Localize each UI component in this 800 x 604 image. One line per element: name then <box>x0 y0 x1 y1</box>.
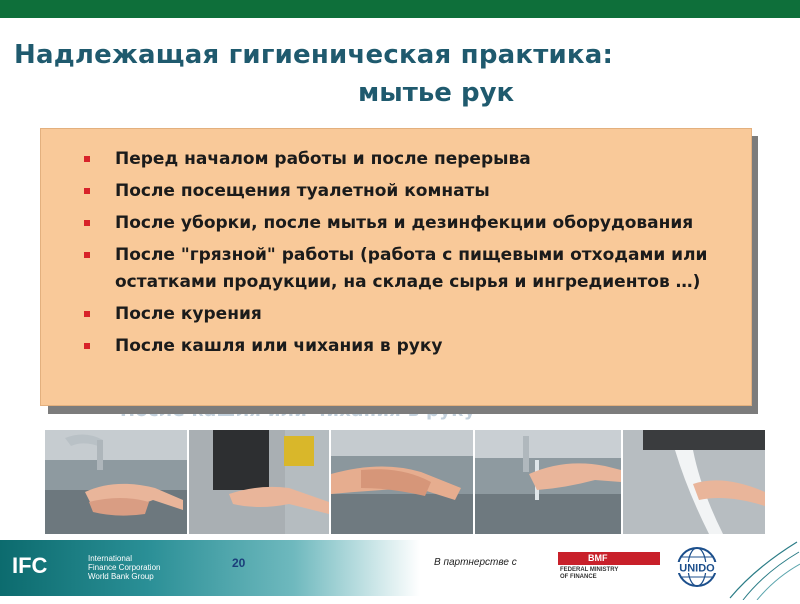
handwashing-photo-strip <box>45 430 765 534</box>
decorative-swoosh <box>725 538 800 600</box>
ifc-footer-band <box>0 540 420 596</box>
globe-icon <box>668 545 726 593</box>
washing-hands-photo <box>45 430 187 534</box>
slide-title: Надлежащая гигиеническая практика: <box>14 40 614 70</box>
soap-dispenser-photo <box>189 430 329 534</box>
bullet-list <box>82 146 722 365</box>
slide-subtitle: мытье рук <box>358 78 515 108</box>
bullet-square-icon <box>84 220 90 226</box>
bullet-square-icon <box>84 252 90 258</box>
bmf-subtitle: FEDERAL MINISTRY OF FINANCE <box>560 567 619 580</box>
bullet-square-icon <box>84 156 90 162</box>
list-item: После "грязной" работы (работа с пищевыми отходами или остатками продукции, на складе сырья и ингредиентов …) <box>82 242 722 296</box>
partner-label: В партнерстве с <box>434 557 517 568</box>
paper-towel-photo <box>623 430 765 534</box>
unido-logo <box>668 545 726 593</box>
list-item: После кашля или чихания в руку <box>82 333 722 360</box>
bmf-logo-text: BMF <box>588 553 608 563</box>
ifc-name: International Finance Corporation World Bank Group <box>88 554 161 581</box>
bmf-logo <box>558 552 660 582</box>
list-item: После уборки, после мытья и дезинфекции оборудования <box>82 210 722 237</box>
unido-logo-text: UNIDO <box>679 562 715 575</box>
bullet-square-icon <box>84 343 90 349</box>
bmf-logo-bar <box>558 552 660 565</box>
list-item: После посещения туалетной комнаты <box>82 178 722 205</box>
ifc-logo: IFC <box>12 553 48 578</box>
bullet-square-icon <box>84 311 90 317</box>
list-item: После курения <box>82 301 722 328</box>
bullet-square-icon <box>84 188 90 194</box>
scrubbing-hands-photo <box>331 430 473 534</box>
page-number: 20 <box>232 556 246 570</box>
top-green-bar <box>0 0 800 18</box>
list-item: Перед началом работы и после перерыва <box>82 146 722 173</box>
rinsing-hands-photo <box>475 430 621 534</box>
